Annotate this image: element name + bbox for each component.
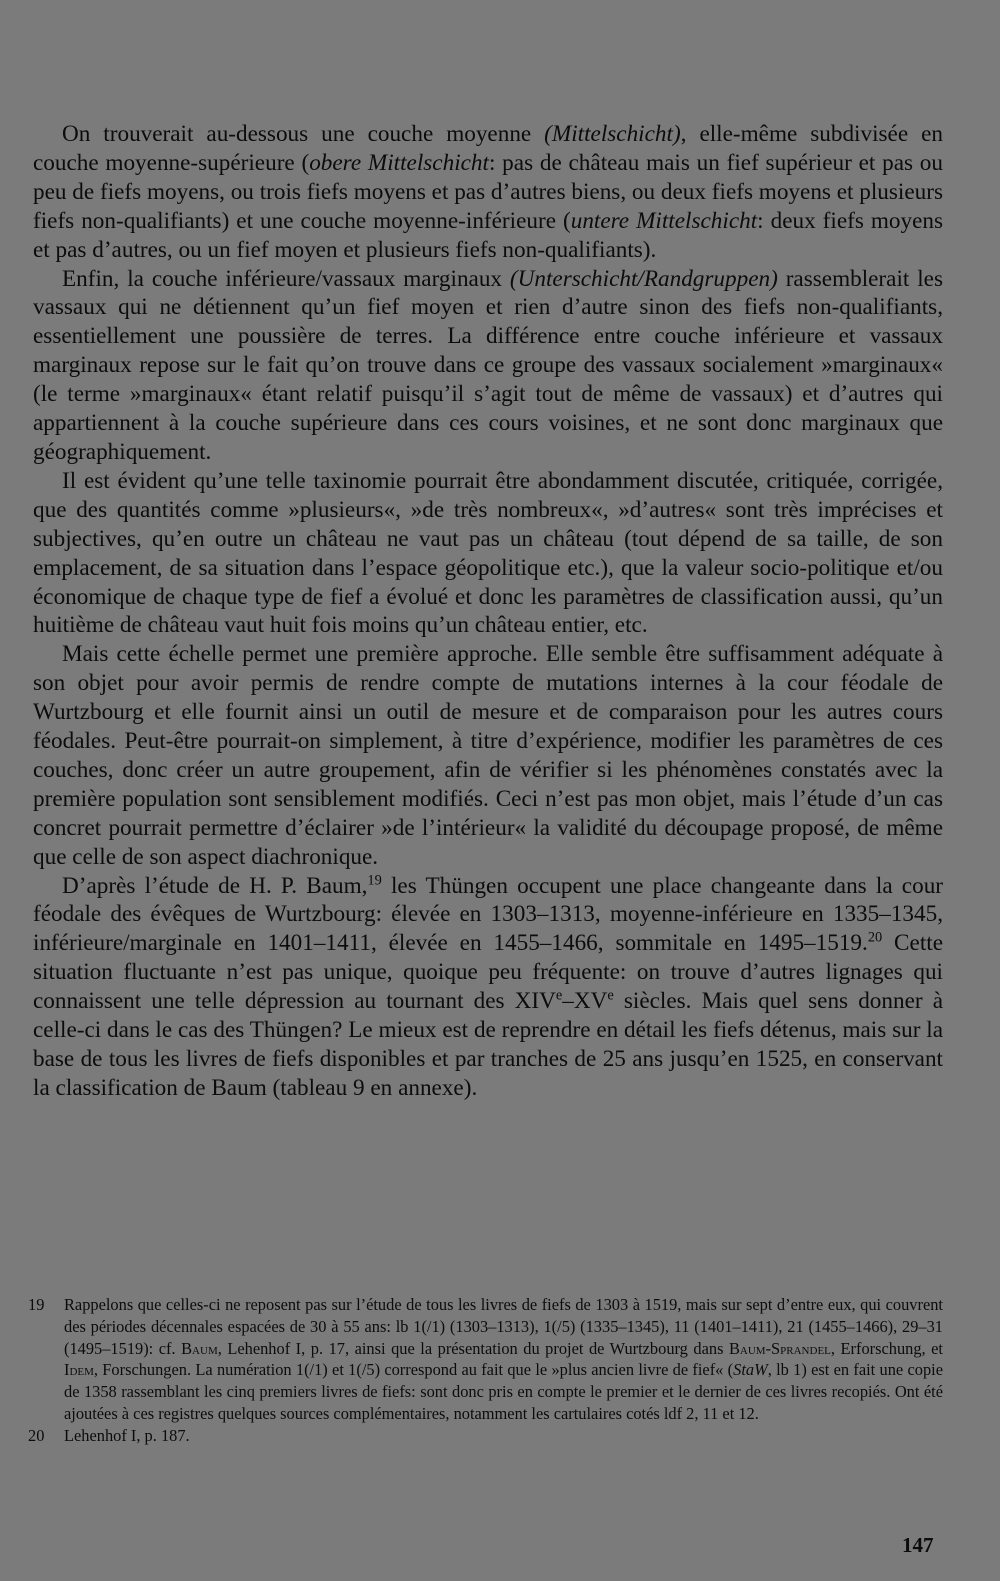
text-run: –XV xyxy=(562,988,608,1015)
italic-term: (Mittelschicht) xyxy=(544,121,681,147)
author-name: Idem xyxy=(64,1360,94,1380)
text-run: : pas de château mais un fief supérieur et pas ou peu de fiefs moyens, ou trois fiefs moyens et pas d’autres biens, ou deux fiefs moyens et plusieurs fiefs non-qualifiants) et une couche moyenne-inférieure ( xyxy=(33,149,943,234)
text-run: , elle-même subdivisée en couche moyenne-supérieure ( xyxy=(33,121,943,176)
text-run: siècles. Mais quel sens donner à celle-ci dans le cas des Thüngen? Le mieux est de reprendre en détail les fiefs détenus, mais sur la base de tous les livres de fiefs disponibles et par tranches de 25 ans jusqu’en 1525, en conservant la classification de Baum (tableau 9 en annexe). xyxy=(33,988,943,1101)
footnote-ref-20[interactable]: 20 xyxy=(867,929,883,946)
italic-term: untere Mittelschicht xyxy=(570,207,758,234)
italic-term: (Unterschicht/Randgruppen) xyxy=(509,265,778,292)
text-run: D’après l’étude de H. P. Baum, xyxy=(62,872,368,899)
author-name: Baum-Sprandel xyxy=(728,1338,831,1358)
italic-term: obere Mittelschicht xyxy=(309,149,489,176)
text-run: , Lehenhof I, p. 17, ainsi que la présentation du projet de Wurtzbourg dans xyxy=(217,1338,729,1358)
text-run: Rappelons que celles-ci ne reposent pas sur l’étude de tous les livres de fiefs de 1303 à 1519, mais sur sept d’entre eux, qui couvrent des périodes décennales espacées de 30 à 55 ans: lb 1(/1) (1303–1313), 1(/5) (1335–1345), 11 (1401–1411), 21 (1455–1466), 29–31 (1495–1519): cf. xyxy=(64,1295,943,1358)
italic-term: StaW xyxy=(733,1360,768,1380)
text-run: Cette situation fluctuante n’est pas unique, quoique peu fréquente: on trouve d’autres lignages qui connaissent une telle dépression au tournant des XIV xyxy=(33,930,943,1015)
body-text xyxy=(33,120,943,1103)
superscript-e: e xyxy=(607,987,614,1004)
text-run: les Thüngen occupent une place changeante dans la cour féodale des évêques de Wurtzbourg: élevée en 1303–1313, moyenne-inférieure en 1335–1345, inférieure/marginale en 1401–1411, élevée en 1455–1466, sommitale en 1495–1519. xyxy=(33,872,944,957)
paragraph-4: Mais cette échelle permet une première approche. Elle semble être suffisamment adéquate à son objet pour avoir permis de rendre compte de mutations internes à la cour féodale de Wurtzbourg et elle fournit ainsi un outil de mesure et de comparaison pour les autres cours féodales. Peut-être pourrait-on simplement, à titre d’expérience, modifier les paramètres de ces couches, donc créer un autre groupement, afin de vérifier si les phénomènes constatés avec la première population sont sensiblement modifiés. Ceci n’est pas mon objet, mais l’étude d’un cas concret pourrait permettre d’éclairer »de l’intérieur« la validité du découpage proposé, de même que celle de son aspect diachronique. xyxy=(33,641,943,870)
footnote-number: 19 xyxy=(28,1295,45,1314)
footnote-19 xyxy=(28,1294,943,1425)
footnote-text: Lehenhof I, p. 187. xyxy=(64,1425,190,1445)
paragraph-1 xyxy=(33,120,943,265)
footnote-number: 20 xyxy=(28,1425,45,1445)
footnote-20 xyxy=(28,1425,943,1447)
paragraph-2 xyxy=(33,265,943,467)
text-run: On trouverait au-dessous une couche moyenne xyxy=(62,121,545,147)
paragraph-5 xyxy=(33,872,943,1103)
text-run: : deux fiefs moyens et pas d’autres, ou un fief moyen et plusieurs fiefs non-qualifiants). xyxy=(33,207,943,263)
text-run: rassemblerait les vassaux qui ne détiennent qu’un fief moyen et rien d’autre sinon des fiefs non-qualifiants, essentiellement une poussière de terres. La différence entre couche inférieure et vassaux marginaux repose sur le fait qu’on trouve dans ce groupe des vassaux socialement »marginaux« (le terme »marginaux« étant relatif puisqu’il s’agit tout de même de vassaux) et d’autres qui appartiennent à la couche supérieure dans ces cours voisines, et ne sont donc marginaux que géographiquement. xyxy=(33,265,943,465)
footnote-text xyxy=(64,1294,943,1425)
text-run: Enfin, la couche inférieure/vassaux marginaux xyxy=(62,265,510,292)
paragraph-3: Il est évident qu’une telle taxinomie pourrait être abondamment discutée, critiquée, corrigée, que des quantités comme »plusieurs«, »de très nombreux«, »d’autres« sont très imprécises et subjectives, qu’en outre un château ne vaut pas un château (tout dépend de sa taille, de son emplacement, de sa situation dans l’espace géopolitique etc.), que la valeur socio-politique et/ou économique de chaque type de fief a évolué et donc les paramètres de classification aussi, qu’un huitième de château vaut huit fois moins qu’un château entier, etc. xyxy=(33,467,943,639)
page-number: 147 xyxy=(902,1533,934,1557)
text-run: , Erforschung, et xyxy=(830,1338,943,1358)
superscript-e: e xyxy=(555,987,563,1004)
footnotes xyxy=(28,1294,943,1447)
text-run: , Forschungen. La numération 1(/1) et 1(/5) correspond au fait que le »plus ancien livre de fief« ( xyxy=(93,1360,734,1380)
footnote-ref-19[interactable]: 19 xyxy=(367,871,382,888)
text-run: , lb 1) est en fait une copie de 1358 rassemblant les cinq premiers livres de fiefs: sont donc pris en compte le premier et le dernier de ces livres recopiés. Ont été ajoutées à ces registres quelques sources complémentaires, notamment les cartulaires cotés ldf 2, 11 et 12. xyxy=(64,1360,943,1423)
author-name: Baum xyxy=(181,1338,218,1358)
